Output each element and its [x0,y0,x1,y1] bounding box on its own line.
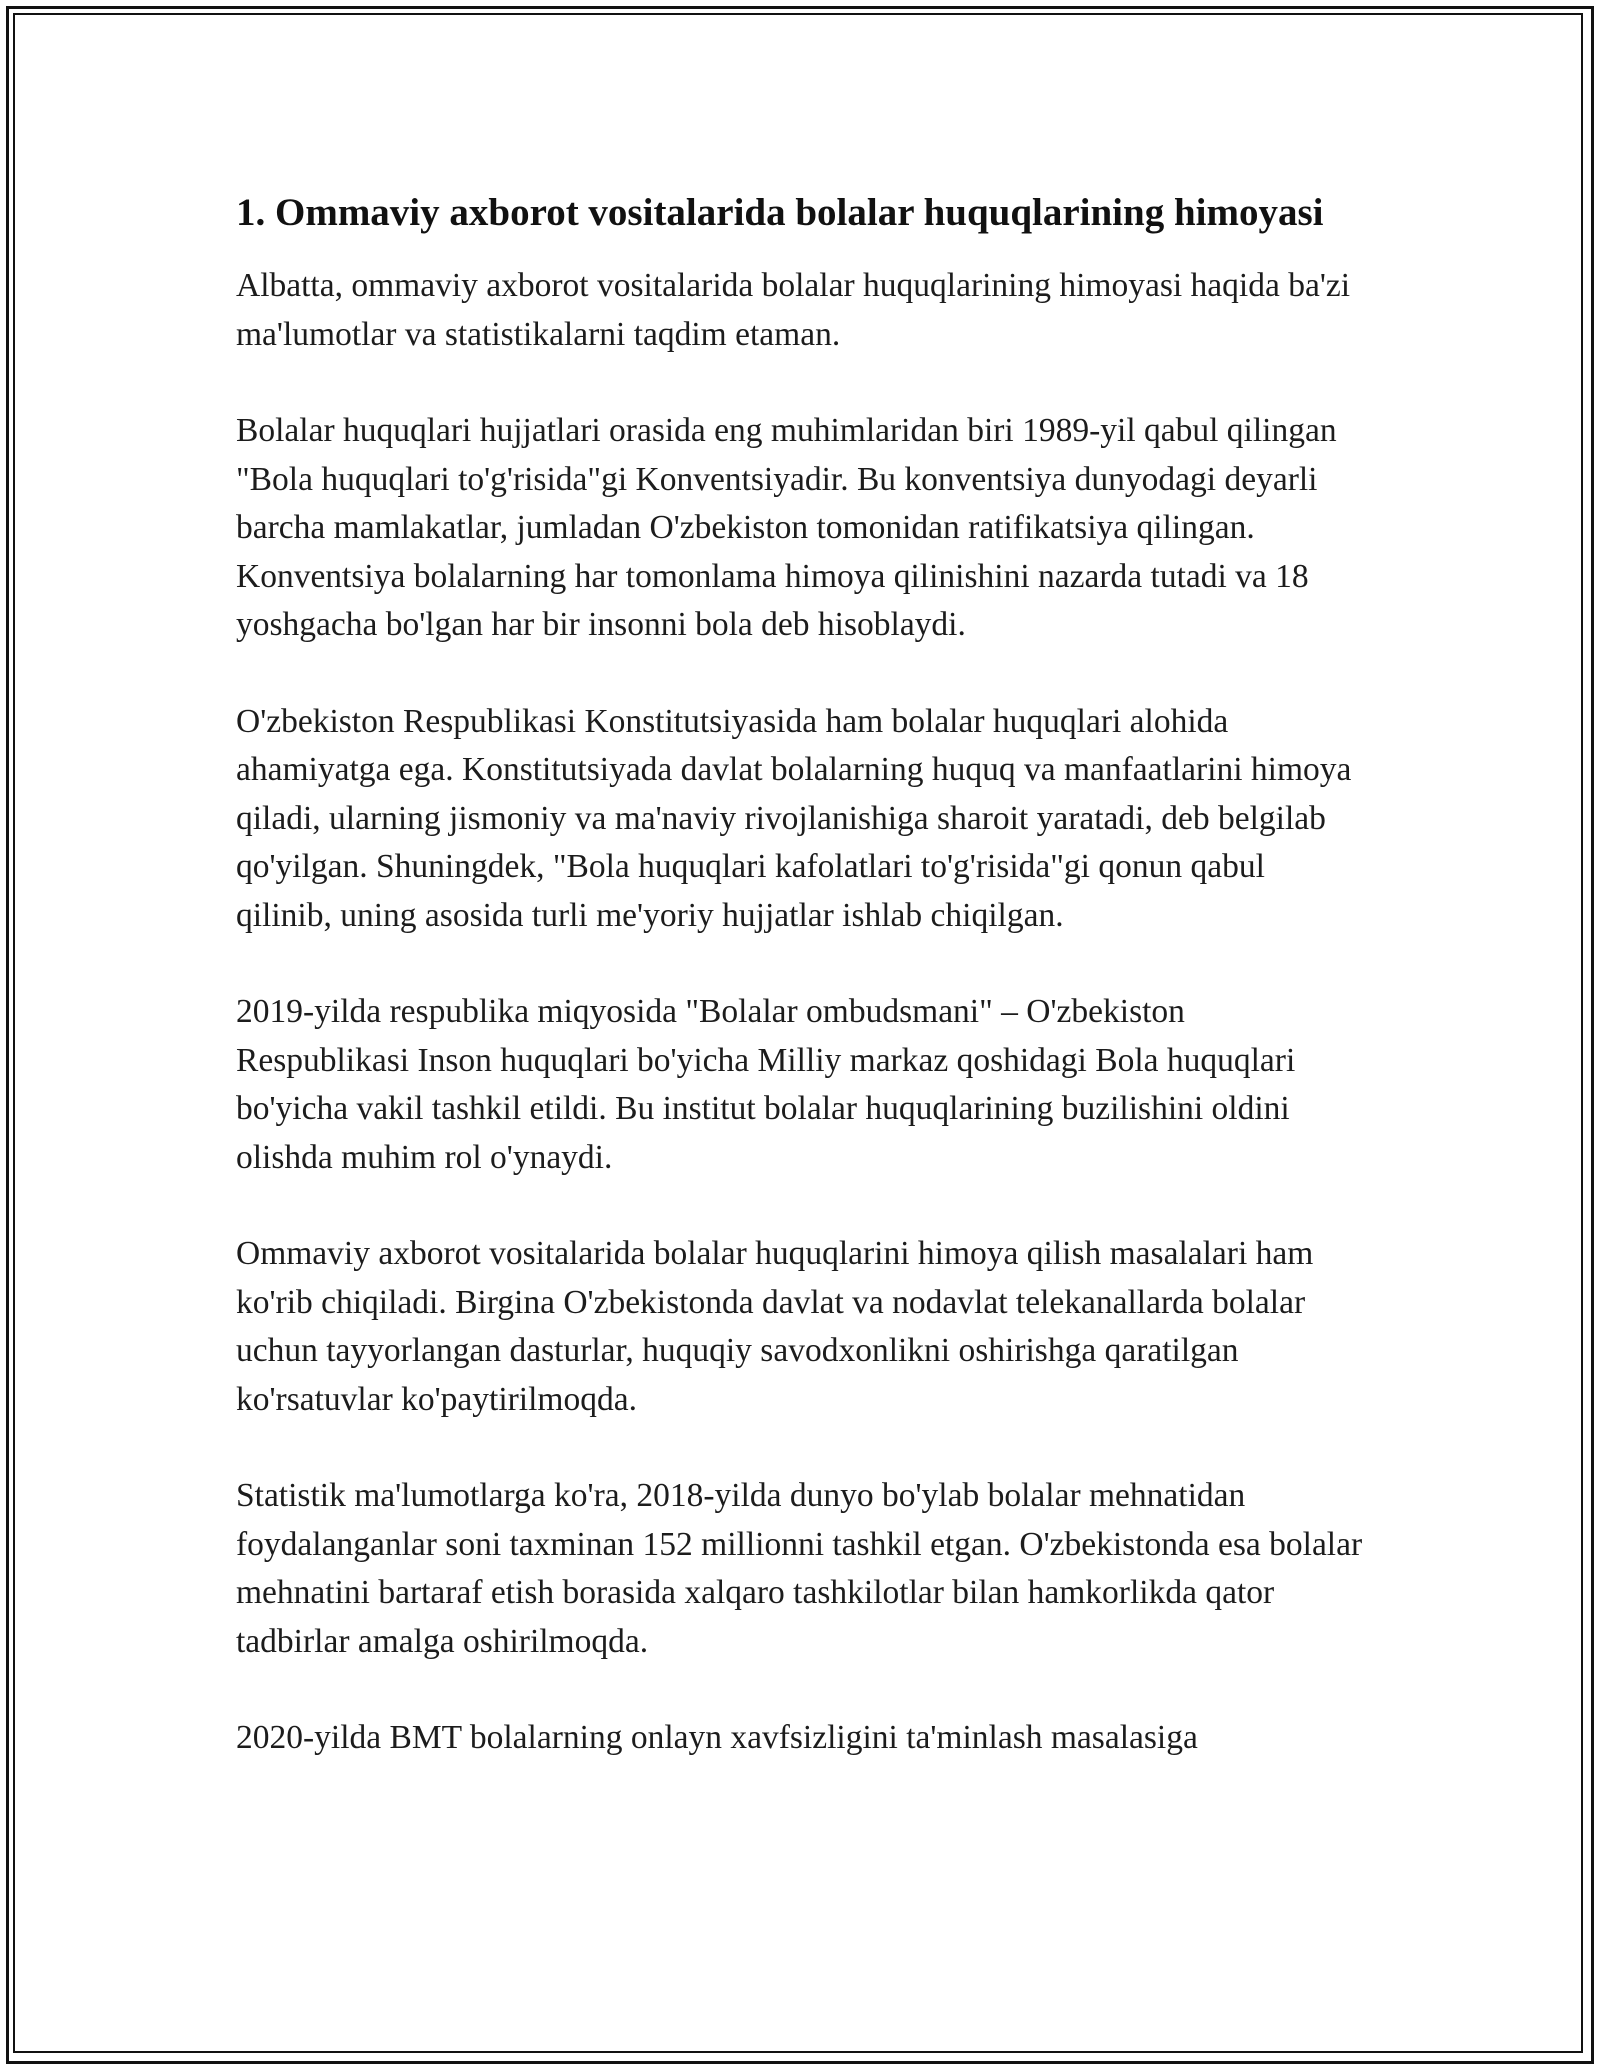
paragraph-un-2020: 2020-yilda BMT bolalarning onlayn xavfsizligini ta'minlash masalasiga [236,1719,1198,1756]
paragraph-ombudsman: 2019-yilda respublika miqyosida "Bolalar ombudsmani" – O'zbekiston Respublikasi Inson huquqlari bo'yicha Milliy markaz qoshidagi Bola huquqlari bo'yicha vakil tashkil etildi. Bu institut bolalar huquqlarining buzilishini oldini olishda muhim rol o'ynaydi. [236,993,1296,1176]
paragraph-statistics: Statistik ma'lumotlarga ko'ra, 2018-yilda dunyo bo'ylab bolalar mehnatidan foydalanganlar soni taxminan 152 millionni tashkil etgan. O'zbekistonda esa bolalar mehnatini bartaraf etish borasida xalqaro tashkilotlar bilan hamkorlikda qator tadbirlar amalga oshirilmoqda. [236,1477,1363,1660]
document-body [236,186,1366,1811]
paragraph-constitution: O'zbekiston Respublikasi Konstitutsiyasida ham bolalar huquqlari alohida ahamiyatga ega. Konstitutsiyada davlat bolalarning huquq va manfaatlarini himoya qiladi, ularning jismoniy va ma'naviy rivojlanishiga sharoit yaratadi, deb belgilab qo'yilgan. Shuningdek, "Bola huquqlari kafolatlari to'g'risida"gi qonun qabul qilinib, uning asosida turli me'yoriy hujjatlar ishlab chiqilgan. [236,702,1352,934]
paragraph-convention: Bolalar huquqlari hujjatlari orasida eng muhimlaridan biri 1989-yil qabul qilingan "Bola huquqlari to'g'risida"gi Konventsiyadir. Bu konventsiya dunyodagi deyarli barcha mamlakatlar, jumladan O'zbekiston tomonidan ratifikatsiya qilingan. Konventsiya bolalarning har tomonlama himoya qilinishini nazarda tutadi va 18 yoshgacha bo'lgan har bir insonni bola deb hisoblaydi. [236,412,1337,643]
section-heading: 1. Ommaviy axborot vositalarida bolalar huquqlarining himoyasi [236,191,1324,234]
paragraph-intro: Albatta, ommaviy axborot vositalarida bolalar huquqlarining himoyasi haqida ba'zi ma'lumotlar va statistikalarni taqdim etaman. [236,267,1351,353]
paragraph-media: Ommaviy axborot vositalarida bolalar huquqlarini himoya qilish masalalari ham ko'rib chiqiladi. Birgina O'zbekistonda davlat va nodavlat telekanallarda bolalar uchun tayyorlangan dasturlar, huquqiy savodxonlikni oshirishga qaratilgan ko'rsatuvlar ko'paytirilmoqda. [236,1235,1314,1418]
